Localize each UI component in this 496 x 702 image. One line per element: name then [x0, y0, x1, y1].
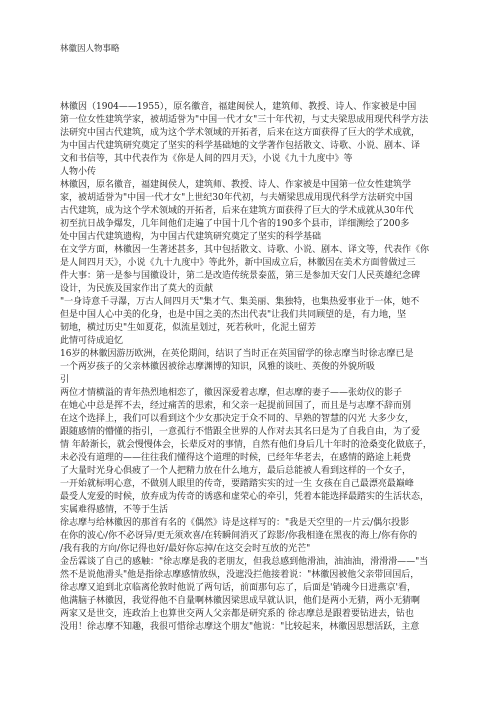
- document-title: 林徽因人物事略: [60, 44, 120, 54]
- text-line: 家，被胡适誉为"中国一代才女"上世纪30年代初，与夫婿梁思成用现代科学方法研究中国: [60, 193, 413, 203]
- text-line: 他满脑子林徽因，我觉得他不自量啊林徽因梁思成早就认识，他们是两小无猜，两小无猜啊: [60, 596, 421, 606]
- text-line: 林徽因，原名徽音，福建闽侯人，建筑师、教授、诗人、作家被是中国第一位女性建筑学: [60, 180, 412, 190]
- text-line: 一个两岁孩子的父亲林徽因被徐志摩渊博的知识，风雅的谈吐、英俊的外貌所吸: [60, 362, 376, 372]
- text-line: 件大事：第一是参与国徽设计，第二是改造传统景泰蓝，第三是参加天安门人民英雄纪念碑: [60, 271, 421, 281]
- text-line: 未必没有道理的——往往我们懂得这个道理的时候，已经年华老去，在感情的路途上耗费: [60, 453, 412, 463]
- text-line: 此情可待成追忆: [60, 336, 124, 346]
- text-line: 没用！徐志摩不知趣，我很可惜徐志摩这个朋友"他说："比较起来，林徽因思想活跃，主意: [60, 622, 420, 632]
- text-line: 徐志摩又追到北京临离伦敦时他说了两句话，前面那句忘了，后面是'销魂今日进燕京'看，: [60, 583, 416, 593]
- text-line: 为中国古代建筑研究奠定了坚实的科学基础她的文学著作包括散文、诗歌、小说、剧本、译: [60, 141, 421, 151]
- text-line: 实属难得感情，不等于生活: [60, 505, 169, 515]
- text-line: 文和书信等，其中代表作为《你是人间的四月天》，小说《九十九度中》等: [60, 154, 353, 164]
- text-line: 在她心中总是挥不去，经过痛苦的思索，和父亲一起提前回国了，而且是与志摩不辞而别: [60, 401, 412, 411]
- text-line: 是人间四月天》，小说《九十九度中》等此外，新中国成立后，林徽因在美术方面曾做过三: [60, 258, 416, 268]
- text-line: 设计，为民族及国家作出了莫大的贡献: [60, 284, 214, 294]
- text-line: 人物小传: [60, 167, 97, 177]
- text-line: 在你的波心/你不必讶异/更无须欢喜/在转瞬间消灭了踪影/你我相逢在黑夜的海上/你有你的: [60, 531, 418, 541]
- text-line: 但是中国人心中美的化身，也是中国之美的杰出代表"让我们共同顾望的是，有力地，坚: [60, 310, 407, 320]
- text-line: 处中国古代建筑遗构，为中国古代建筑研究奠定了坚实的科学基础: [60, 232, 322, 242]
- text-line: 两位才情横溢的青年热烈地相恋了，徽因深爱着志摩，但志摩的妻子——张幼仪的影子: [60, 388, 403, 398]
- text-line: 法研究中国古代建筑，成为这个学术领域的开拓者，后来在这方面获得了巨大的学术成就，: [60, 128, 421, 138]
- text-line: 在这个选择上，我们可以看到这个少女那决定于众不同的、早熟的智慧的闪光 大多少女，: [60, 414, 414, 424]
- text-line: 古代建筑，成为这个学术领域的开拓者，后来在建筑方面获得了巨大的学术成就从30年代: [60, 206, 414, 216]
- text-line: 了大量时光身心俱疲了一个人把精力放在什么地方，最后总能被人看到这样的一个女子，: [60, 466, 412, 476]
- text-line: 在文学方面，林徽因一生著述甚多，其中包括散文、诗歌、小说、剧本、译文等，代表作《你: [60, 245, 430, 255]
- text-line: 跟随感情的懵懂的指引，一意孤行不惜跟全世界的人作对去其名曰是为了自我自由，为了爱: [60, 427, 421, 437]
- text-line: 引: [60, 375, 70, 385]
- text-line: 16岁的林徽因游历欧洲，在英伦期间，结识了当时正在英国留学的徐志摩当时徐志摩已是: [60, 349, 414, 359]
- text-line: 林徽因（1904——1955），原名徽音，福建闽侯人，建筑师、教授、诗人、作家被是中国: [60, 102, 417, 112]
- text-line: 第一位女性建筑学家，被胡适誉为"中国一代才女"三十年代初，与丈夫梁思成用现代科学方法: [60, 115, 429, 125]
- text-line: 一开始就标明心意，不做别人眼里的传奇，要踏踏实实的过一生 女孩在自己最漂亮最巅峰: [60, 479, 414, 489]
- text-line: /我有我的方向/你记得也好/最好你忘掉/在这交会时互放的光芒": [60, 544, 311, 554]
- text-line: 情 年龄渐长，就会慢慢体会，长辈反对的事情，自然有他们身后几十年时的沧桑变化做底子，: [60, 440, 432, 450]
- text-line: 金岳霖谈了自己的感触："徐志摩是我的老朋友，但我总感到他滑油，油油油，滑滑滑——"当: [60, 557, 429, 567]
- text-line: "一身诗意千寻瀑，万古人间四月天"集才气、集美丽、集独特，也集热爱事业于一体，她不: [60, 297, 420, 307]
- text-line: 韧地，横过历史"生如夏花，似流星划过，死若秋叶，化泥土留芳: [60, 323, 317, 333]
- text-line: 初至抗日战争爆发，几年间他们走遍了中国十几个省的190多个县市，详细测绘了200多: [60, 219, 410, 229]
- text-line: 最受人宠爱的时候，放弃成为传奇的诱惑和虚荣心的牵引，凭着本能选择最踏实的生活状态，: [60, 492, 430, 502]
- text-line: 然不是说他滑头"他是指徐志摩感情放纵，没遮没拦他接着说："林徽因被他父亲带回国后，: [60, 570, 420, 580]
- text-line: 两家又是世交，连政治上也算世交两人父亲都是研究系的 徐志摩总是跟着要钻进去，钻也: [60, 609, 414, 619]
- text-line: 徐志摩与给林徽因的那首有名的《偶然》诗是这样写的："我是天空里的一片云/偶尔投影: [60, 518, 410, 528]
- document-body: [60, 101, 460, 634]
